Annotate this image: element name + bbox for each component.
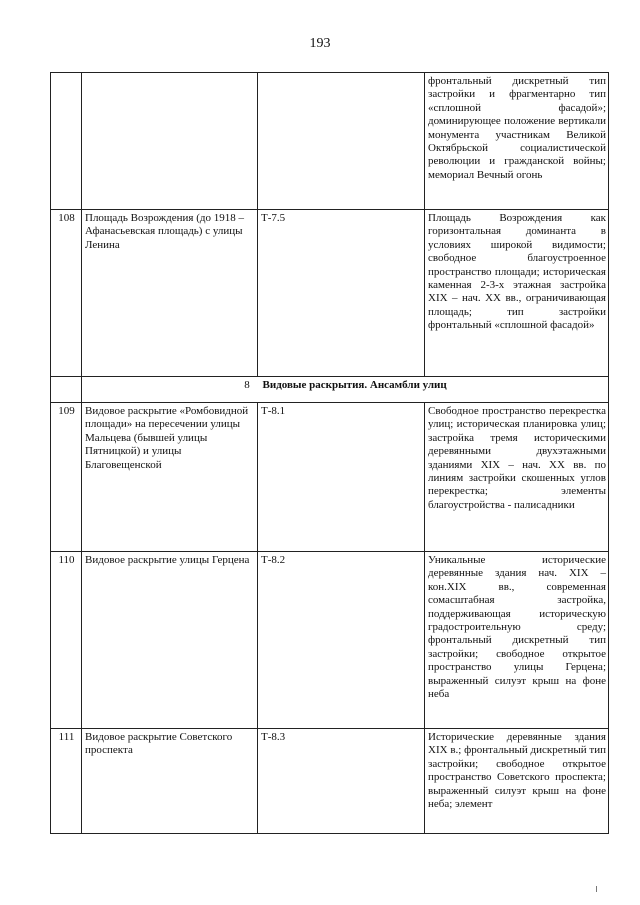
object-description: Исторические деревянные здания XIX в.; фронтальный дискретный тип застройки; свободное открытое пространство Советского проспекта; выраженный силуэт крыш на фоне неба; элемент <box>425 729 609 834</box>
monuments-table <box>50 72 609 834</box>
object-name: Видовое раскрытие улицы Герцена <box>82 552 258 729</box>
table-row <box>51 73 609 210</box>
table-row <box>51 403 609 552</box>
section-row <box>51 377 609 403</box>
row-number <box>51 73 82 210</box>
object-name: Видовое раскрытие «Ромбовидной площади» на пересечении улицы Мальцева (бывшей улицы Пятницкой) и улицы Благовещенской <box>82 403 258 552</box>
row-number: 109 <box>51 403 82 552</box>
page-number: 193 <box>309 36 331 51</box>
object-code: Т-8.2 <box>258 552 425 729</box>
object-description: Уникальные исторические деревянные здания нач. XIX – кон.XIX вв., современная сомасштабная застройка, поддерживающая историческую градостроительную среду; фронтальный дискретный тип застройки; свободное открытое пространство улицы Герцена; выраженный силуэт крыш на фоне неба <box>425 552 609 729</box>
row-number: 108 <box>51 210 82 377</box>
object-code <box>258 73 425 210</box>
section-title: Видовые раскрытия. Ансамбли улиц <box>262 379 447 391</box>
object-code: Т-8.1 <box>258 403 425 552</box>
table-row <box>51 210 609 377</box>
table-row <box>51 729 609 834</box>
object-code: Т-8.3 <box>258 729 425 834</box>
object-description: Площадь Возрождения как горизонтальная доминанта в условиях широкой видимости; свободное благоустроенное пространство площади; историческая каменная 2-3-х этажная застройка XIX – нач. XX вв., ограничивающая площадь; тип застройки фронтальный «сплошной фасадой» <box>425 210 609 377</box>
table-row <box>51 552 609 729</box>
section-empty-cell <box>51 377 82 403</box>
object-description: фронтальный дискретный тип застройки и фрагментарно тип «сплошной фасадой»; доминирующее положение вертикали монумента участникам Великой Октябрьской социалистической революции и гражданской войны; мемориал Вечный огонь <box>425 73 609 210</box>
object-name <box>82 73 258 210</box>
section-heading <box>82 377 609 403</box>
section-number: 8 <box>244 379 250 391</box>
object-name: Площадь Возрождения (до 1918 – Афанасьевская площадь) с улицы Ленина <box>82 210 258 377</box>
row-number: 110 <box>51 552 82 729</box>
object-description: Свободное пространство перекрестка улиц; историческая планировка улиц; застройка тремя историческими деревянными двухэтажными зданиями XIX – нач. XX вв. по линиям застройки скошенных углов перекрестка; элементы благоустройства - палисадники <box>425 403 609 552</box>
object-name: Видовое раскрытие Советского проспекта <box>82 729 258 834</box>
scan-mark <box>596 886 597 892</box>
row-number: 111 <box>51 729 82 834</box>
object-code: Т-7.5 <box>258 210 425 377</box>
